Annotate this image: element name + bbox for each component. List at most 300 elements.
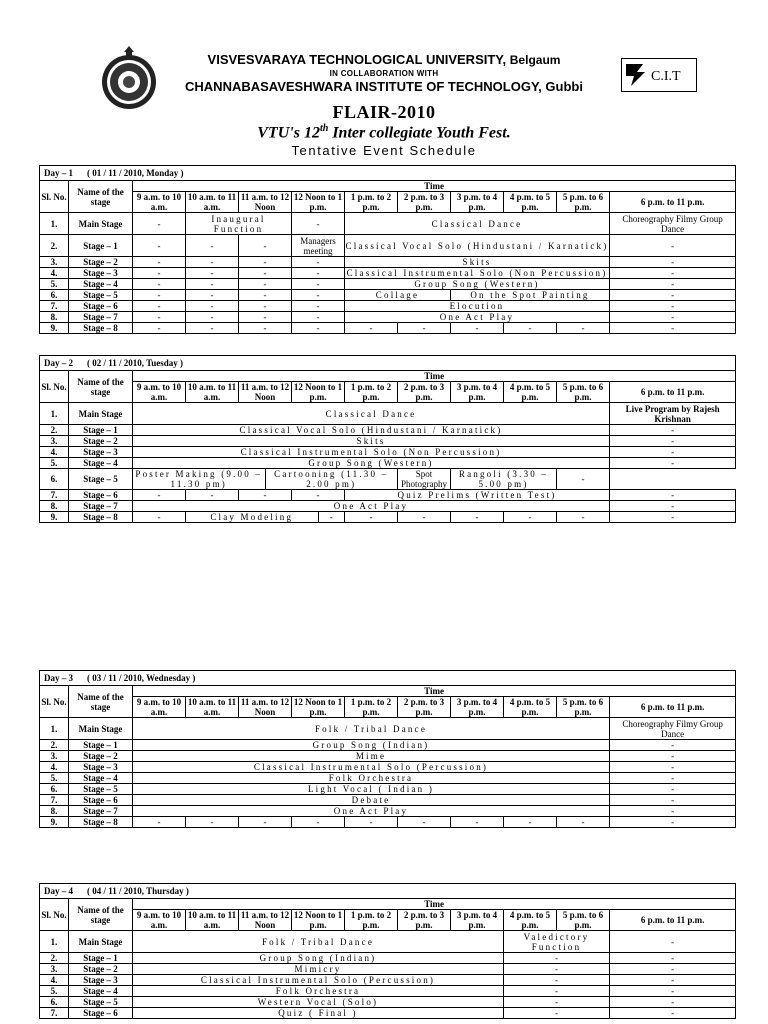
event-cell: Debate xyxy=(133,795,610,806)
row-stage-name: Stage – 5 xyxy=(69,997,133,1008)
event-cell: Mimicry xyxy=(133,964,504,975)
university-title: VISVESVARAYA TECHNOLOGICAL UNIVERSITY, xyxy=(207,52,507,67)
day-title-row xyxy=(40,166,736,181)
empty-slot-cell: - xyxy=(133,235,186,257)
table-row xyxy=(40,436,736,447)
event-cell: Mime xyxy=(133,751,610,762)
empty-slot-cell: - xyxy=(610,312,736,323)
event-cell: Folk / Tribal Dance xyxy=(133,718,610,740)
table-row xyxy=(40,469,736,490)
empty-slot-cell: - xyxy=(610,512,736,523)
event-cell: Folk / Tribal Dance xyxy=(133,931,504,953)
empty-slot-cell: - xyxy=(186,290,239,301)
cit-logo-text: C.I.T xyxy=(651,69,681,84)
empty-slot-cell: - xyxy=(610,323,736,334)
row-serial: 1. xyxy=(40,718,69,740)
empty-slot-cell: - xyxy=(610,817,736,828)
table-row xyxy=(40,718,736,740)
empty-slot-cell: - xyxy=(504,817,557,828)
empty-slot-cell: - xyxy=(504,986,610,997)
table-row xyxy=(40,257,736,268)
empty-slot-cell: - xyxy=(610,235,736,257)
empty-slot-cell: - xyxy=(133,257,186,268)
document-header xyxy=(0,0,768,165)
time-slot-header: 2 p.m. to 3 p.m. xyxy=(398,697,451,718)
row-stage-name: Stage – 4 xyxy=(69,279,133,290)
event-cell: Group Song (Indian) xyxy=(133,740,610,751)
event-subtitle xyxy=(0,123,768,142)
empty-slot-cell: - xyxy=(451,512,504,523)
empty-slot-cell: - xyxy=(504,1008,610,1019)
row-serial: 1. xyxy=(40,403,69,425)
event-cell: Live Program by Rajesh Krishnan xyxy=(610,403,736,425)
day-date: ( 04 / 11 / 2010, Thursday ) xyxy=(87,886,189,896)
table-row xyxy=(40,268,736,279)
col-header-stage-name: Name of the stage xyxy=(69,686,133,718)
empty-slot-cell: - xyxy=(504,512,557,523)
row-serial: 6. xyxy=(40,784,69,795)
time-slot-header: 11 a.m. to 12 Noon xyxy=(239,192,292,213)
day-schedule-table xyxy=(39,165,736,334)
time-slot-header: 9 a.m. to 10 a.m. xyxy=(133,192,186,213)
time-slot-row xyxy=(40,697,736,718)
time-slot-header: 5 p.m. to 6 p.m. xyxy=(557,192,610,213)
empty-slot-cell: - xyxy=(186,490,239,501)
row-stage-name: Stage – 6 xyxy=(69,490,133,501)
event-cell: Classical Instrumental Solo (Non Percussion) xyxy=(133,447,610,458)
event-cell: Quiz Prelims (Written Test) xyxy=(345,490,610,501)
day-date: ( 01 / 11 / 2010, Monday ) xyxy=(87,168,184,178)
empty-slot-cell: - xyxy=(610,458,736,469)
day-label: Day – 1 xyxy=(44,168,73,178)
time-slot-header: 4 p.m. to 5 p.m. xyxy=(504,382,557,403)
row-stage-name: Stage – 1 xyxy=(69,235,133,257)
time-slot-header: 3 p.m. to 4 p.m. xyxy=(451,192,504,213)
time-slot-header: 6 p.m. to 11 p.m. xyxy=(610,910,736,931)
col-header-stage-name: Name of the stage xyxy=(69,181,133,213)
empty-slot-cell: - xyxy=(292,257,345,268)
empty-slot-cell: - xyxy=(610,762,736,773)
event-cell: On the Spot Painting xyxy=(451,290,610,301)
table-row xyxy=(40,512,736,523)
time-slot-header: 12 Noon to 1 p.m. xyxy=(292,697,345,718)
row-serial: 3. xyxy=(40,436,69,447)
row-stage-name: Stage – 3 xyxy=(69,268,133,279)
empty-slot-cell: - xyxy=(133,323,186,334)
table-row xyxy=(40,501,736,512)
time-slot-header: 3 p.m. to 4 p.m. xyxy=(451,382,504,403)
row-serial: 3. xyxy=(40,964,69,975)
table-row xyxy=(40,447,736,458)
empty-slot-cell: - xyxy=(186,268,239,279)
row-stage-name: Stage – 3 xyxy=(69,447,133,458)
day-title-row xyxy=(40,356,736,371)
row-serial: 1. xyxy=(40,931,69,953)
time-slot-row xyxy=(40,382,736,403)
time-slot-header: 4 p.m. to 5 p.m. xyxy=(504,697,557,718)
event-cell: Group Song (Western) xyxy=(345,279,610,290)
empty-slot-cell: - xyxy=(398,817,451,828)
table-row xyxy=(40,312,736,323)
subtitle-part: Inter collegiate Youth Fest. xyxy=(328,124,511,142)
row-serial: 4. xyxy=(40,447,69,458)
empty-slot-cell: - xyxy=(557,323,610,334)
empty-slot-cell: - xyxy=(398,323,451,334)
empty-slot-cell: - xyxy=(610,268,736,279)
subtitle-sup: th xyxy=(319,123,329,134)
empty-slot-cell: - xyxy=(398,512,451,523)
empty-slot-cell: - xyxy=(610,290,736,301)
event-cell: One Act Play xyxy=(133,501,610,512)
time-slot-header: 3 p.m. to 4 p.m. xyxy=(451,910,504,931)
day-title xyxy=(40,356,736,371)
time-slot-header: 6 p.m. to 11 p.m. xyxy=(610,192,736,213)
row-stage-name: Stage – 6 xyxy=(69,1008,133,1019)
row-serial: 8. xyxy=(40,806,69,817)
empty-slot-cell: - xyxy=(292,817,345,828)
col-header-stage-name: Name of the stage xyxy=(69,371,133,403)
empty-slot-cell: - xyxy=(610,964,736,975)
row-stage-name: Stage – 2 xyxy=(69,257,133,268)
empty-slot-cell: - xyxy=(292,490,345,501)
empty-slot-cell: - xyxy=(610,997,736,1008)
time-slot-header: 1 p.m. to 2 p.m. xyxy=(345,382,398,403)
time-slot-header: 12 Noon to 1 p.m. xyxy=(292,910,345,931)
time-slot-header: 9 a.m. to 10 a.m. xyxy=(133,697,186,718)
empty-slot-cell: - xyxy=(504,964,610,975)
empty-slot-cell: - xyxy=(239,312,292,323)
empty-slot-cell: - xyxy=(504,323,557,334)
time-slot-header: 4 p.m. to 5 p.m. xyxy=(504,910,557,931)
empty-slot-cell: - xyxy=(133,817,186,828)
empty-slot-cell: - xyxy=(610,795,736,806)
empty-slot-cell: - xyxy=(133,301,186,312)
row-serial: 8. xyxy=(40,312,69,323)
col-header-time: Time xyxy=(133,899,736,910)
event-cell: Group Song (Indian) xyxy=(133,953,504,964)
event-cell: Folk Orchestra xyxy=(133,773,610,784)
empty-slot-cell: - xyxy=(504,953,610,964)
row-serial: 7. xyxy=(40,301,69,312)
time-slot-row xyxy=(40,910,736,931)
empty-slot-cell: - xyxy=(292,301,345,312)
empty-slot-cell: - xyxy=(133,290,186,301)
header-row xyxy=(40,371,736,382)
empty-slot-cell: - xyxy=(292,279,345,290)
table-row xyxy=(40,762,736,773)
row-stage-name: Main Stage xyxy=(69,931,133,953)
row-serial: 4. xyxy=(40,975,69,986)
table-row xyxy=(40,740,736,751)
empty-slot-cell: - xyxy=(186,235,239,257)
time-slot-header: 10 a.m. to 11 a.m. xyxy=(186,910,239,931)
row-stage-name: Stage – 6 xyxy=(69,301,133,312)
empty-slot-cell: - xyxy=(292,213,345,235)
row-serial: 6. xyxy=(40,469,69,490)
table-row xyxy=(40,997,736,1008)
row-stage-name: Stage – 8 xyxy=(69,817,133,828)
collaboration-line: IN COLLABORATION WITH xyxy=(329,69,439,78)
table-row xyxy=(40,235,736,257)
subtitle-part: VTU's 12 xyxy=(257,124,320,142)
row-stage-name: Stage – 7 xyxy=(69,312,133,323)
empty-slot-cell: - xyxy=(610,751,736,762)
empty-slot-cell: - xyxy=(345,323,398,334)
day-label: Day – 3 xyxy=(44,673,73,683)
day-label: Day – 2 xyxy=(44,358,73,368)
time-slot-header: 4 p.m. to 5 p.m. xyxy=(504,192,557,213)
table-row xyxy=(40,403,736,425)
time-slot-header: 1 p.m. to 2 p.m. xyxy=(345,910,398,931)
row-serial: 2. xyxy=(40,953,69,964)
col-header-sl-no: Sl. No. xyxy=(40,371,69,403)
row-serial: 8. xyxy=(40,501,69,512)
table-row xyxy=(40,784,736,795)
time-slot-header: 6 p.m. to 11 p.m. xyxy=(610,697,736,718)
empty-slot-cell: - xyxy=(186,817,239,828)
row-serial: 7. xyxy=(40,795,69,806)
empty-slot-cell: - xyxy=(239,290,292,301)
table-row xyxy=(40,953,736,964)
event-cell: Valedictory Function xyxy=(504,931,610,953)
empty-slot-cell: - xyxy=(610,301,736,312)
col-header-stage-name: Name of the stage xyxy=(69,899,133,931)
event-cell: Choreography Filmy Group Dance xyxy=(610,213,736,235)
row-stage-name: Stage – 2 xyxy=(69,964,133,975)
header-row xyxy=(40,899,736,910)
row-serial: 5. xyxy=(40,773,69,784)
event-cell: Classical Vocal Solo (Hindustani / Karnatick) xyxy=(133,425,610,436)
table-row xyxy=(40,279,736,290)
day-schedule-table xyxy=(39,355,736,523)
header-row xyxy=(40,181,736,192)
schedule-heading: Tentative Event Schedule xyxy=(291,143,477,158)
row-serial: 4. xyxy=(40,762,69,773)
event-cell: One Act Play xyxy=(133,806,610,817)
empty-slot-cell: - xyxy=(345,817,398,828)
empty-slot-cell: - xyxy=(451,817,504,828)
empty-slot-cell: - xyxy=(610,953,736,964)
time-slot-header: 5 p.m. to 6 p.m. xyxy=(557,910,610,931)
row-serial: 7. xyxy=(40,1008,69,1019)
col-header-sl-no: Sl. No. xyxy=(40,181,69,213)
table-row xyxy=(40,301,736,312)
row-stage-name: Stage – 4 xyxy=(69,773,133,784)
empty-slot-cell: - xyxy=(133,213,186,235)
time-slot-header: 3 p.m. to 4 p.m. xyxy=(451,697,504,718)
event-cell: Poster Making (9.00 – 11.30 pm) xyxy=(133,469,266,490)
row-serial: 4. xyxy=(40,268,69,279)
day-title xyxy=(40,671,736,686)
empty-slot-cell: - xyxy=(504,975,610,986)
table-row xyxy=(40,795,736,806)
empty-slot-cell: - xyxy=(610,740,736,751)
empty-slot-cell: - xyxy=(557,469,610,490)
row-serial: 9. xyxy=(40,512,69,523)
event-cell: Inaugural Function xyxy=(186,213,292,235)
row-stage-name: Stage – 7 xyxy=(69,806,133,817)
day-title-row xyxy=(40,884,736,899)
time-slot-header: 11 a.m. to 12 Noon xyxy=(239,910,292,931)
table-row xyxy=(40,975,736,986)
event-cell: Collage xyxy=(345,290,451,301)
time-slot-header: 10 a.m. to 11 a.m. xyxy=(186,697,239,718)
day-schedule-table xyxy=(39,883,736,1019)
time-slot-header: 10 a.m. to 11 a.m. xyxy=(186,382,239,403)
row-stage-name: Stage – 2 xyxy=(69,436,133,447)
empty-slot-cell: - xyxy=(186,279,239,290)
empty-slot-cell: - xyxy=(318,512,345,523)
event-cell: One Act Play xyxy=(345,312,610,323)
col-header-time: Time xyxy=(133,181,736,192)
time-slot-header: 5 p.m. to 6 p.m. xyxy=(557,697,610,718)
table-row xyxy=(40,458,736,469)
event-cell: Skits xyxy=(133,436,610,447)
institute-name: CHANNABASAVESHWARA INSTITUTE OF TECHNOLOGY, Gubbi xyxy=(185,79,583,94)
col-header-sl-no: Sl. No. xyxy=(40,686,69,718)
table-row xyxy=(40,425,736,436)
empty-slot-cell: - xyxy=(610,436,736,447)
empty-slot-cell: - xyxy=(133,312,186,323)
row-stage-name: Main Stage xyxy=(69,718,133,740)
empty-slot-cell: - xyxy=(610,931,736,953)
table-row xyxy=(40,931,736,953)
event-cell: Quiz ( Final ) xyxy=(133,1008,504,1019)
day-date: ( 03 / 11 / 2010, Wednesday ) xyxy=(87,673,196,683)
row-stage-name: Stage – 4 xyxy=(69,986,133,997)
empty-slot-cell: - xyxy=(610,447,736,458)
row-serial: 6. xyxy=(40,997,69,1008)
time-slot-row xyxy=(40,192,736,213)
empty-slot-cell: - xyxy=(292,312,345,323)
row-stage-name: Stage – 6 xyxy=(69,795,133,806)
row-stage-name: Stage – 3 xyxy=(69,975,133,986)
row-serial: 5. xyxy=(40,458,69,469)
event-cell: Rangoli (3.30 – 5.00 pm) xyxy=(451,469,557,490)
empty-slot-cell: - xyxy=(239,235,292,257)
time-slot-header: 1 p.m. to 2 p.m. xyxy=(345,192,398,213)
empty-slot-cell: - xyxy=(292,290,345,301)
empty-slot-cell: - xyxy=(345,512,398,523)
empty-slot-cell: - xyxy=(292,323,345,334)
table-row xyxy=(40,817,736,828)
row-serial: 5. xyxy=(40,279,69,290)
day-date: ( 02 / 11 / 2010, Tuesday ) xyxy=(87,358,184,368)
empty-slot-cell: - xyxy=(239,301,292,312)
time-slot-header: 12 Noon to 1 p.m. xyxy=(292,382,345,403)
time-slot-header: 6 p.m. to 11 p.m. xyxy=(610,382,736,403)
row-serial: 2. xyxy=(40,740,69,751)
empty-slot-cell: - xyxy=(133,512,186,523)
empty-slot-cell: - xyxy=(133,490,186,501)
event-title: FLAIR-2010 xyxy=(332,102,436,122)
time-slot-header: 2 p.m. to 3 p.m. xyxy=(398,382,451,403)
time-slot-header: 10 a.m. to 11 a.m. xyxy=(186,192,239,213)
event-cell: Light Vocal ( Indian ) xyxy=(133,784,610,795)
empty-slot-cell: - xyxy=(239,323,292,334)
event-cell: Group Song (Western) xyxy=(133,458,610,469)
empty-slot-cell: - xyxy=(239,257,292,268)
event-cell: Skits xyxy=(345,257,610,268)
empty-slot-cell: - xyxy=(610,975,736,986)
time-slot-header: 1 p.m. to 2 p.m. xyxy=(345,697,398,718)
day-schedule-table xyxy=(39,670,736,828)
row-stage-name: Stage – 7 xyxy=(69,501,133,512)
empty-slot-cell: - xyxy=(557,512,610,523)
day-label: Day – 4 xyxy=(44,886,73,896)
time-slot-header: 9 a.m. to 10 a.m. xyxy=(133,382,186,403)
empty-slot-cell: - xyxy=(292,268,345,279)
row-stage-name: Main Stage xyxy=(69,213,133,235)
empty-slot-cell: - xyxy=(239,268,292,279)
time-slot-header: 12 Noon to 1 p.m. xyxy=(292,192,345,213)
row-stage-name: Stage – 4 xyxy=(69,458,133,469)
cit-logo-icon xyxy=(621,58,697,92)
empty-slot-cell: - xyxy=(239,490,292,501)
row-stage-name: Stage – 3 xyxy=(69,762,133,773)
table-row xyxy=(40,323,736,334)
empty-slot-cell: - xyxy=(610,425,736,436)
empty-slot-cell: - xyxy=(610,806,736,817)
row-stage-name: Stage – 5 xyxy=(69,784,133,795)
event-cell: Clay Modeling xyxy=(186,512,319,523)
empty-slot-cell: - xyxy=(610,501,736,512)
empty-slot-cell: - xyxy=(186,257,239,268)
university-city: Belgaum xyxy=(509,53,561,67)
row-stage-name: Stage – 5 xyxy=(69,290,133,301)
row-stage-name: Stage – 1 xyxy=(69,425,133,436)
event-cell: Elocution xyxy=(345,301,610,312)
col-header-time: Time xyxy=(133,371,736,382)
empty-slot-cell: - xyxy=(557,817,610,828)
empty-slot-cell: - xyxy=(133,279,186,290)
empty-slot-cell: - xyxy=(186,301,239,312)
empty-slot-cell: - xyxy=(610,784,736,795)
row-serial: 7. xyxy=(40,490,69,501)
event-cell: Classical Dance xyxy=(345,213,610,235)
event-cell: Managers meeting xyxy=(292,235,345,257)
empty-slot-cell: - xyxy=(133,268,186,279)
row-stage-name: Main Stage xyxy=(69,403,133,425)
event-cell: Classical Dance xyxy=(133,403,610,425)
time-slot-header: 5 p.m. to 6 p.m. xyxy=(557,382,610,403)
empty-slot-cell: - xyxy=(239,817,292,828)
row-stage-name: Stage – 8 xyxy=(69,512,133,523)
col-header-sl-no: Sl. No. xyxy=(40,899,69,931)
table-row xyxy=(40,964,736,975)
empty-slot-cell: - xyxy=(610,773,736,784)
event-cell: Choreography Filmy Group Dance xyxy=(610,718,736,740)
event-cell: Classical Instrumental Solo (Percussion) xyxy=(133,762,610,773)
empty-slot-cell: - xyxy=(610,490,736,501)
col-header-time: Time xyxy=(133,686,736,697)
empty-slot-cell: - xyxy=(610,986,736,997)
row-serial: 9. xyxy=(40,323,69,334)
empty-slot-cell: - xyxy=(186,312,239,323)
row-serial: 2. xyxy=(40,425,69,436)
event-cell: Classical Instrumental Solo (Percussion) xyxy=(133,975,504,986)
table-row xyxy=(40,213,736,235)
empty-slot-cell: - xyxy=(186,323,239,334)
empty-slot-cell: - xyxy=(610,1008,736,1019)
day-title xyxy=(40,884,736,899)
event-cell: Cartooning (11.30 – 2.00 pm) xyxy=(265,469,398,490)
event-cell: Classical Vocal Solo (Hindustani / Karnatick) xyxy=(345,235,610,257)
event-cell: Folk Orchestra xyxy=(133,986,504,997)
row-serial: 1. xyxy=(40,213,69,235)
empty-slot-cell: - xyxy=(504,997,610,1008)
row-serial: 9. xyxy=(40,817,69,828)
